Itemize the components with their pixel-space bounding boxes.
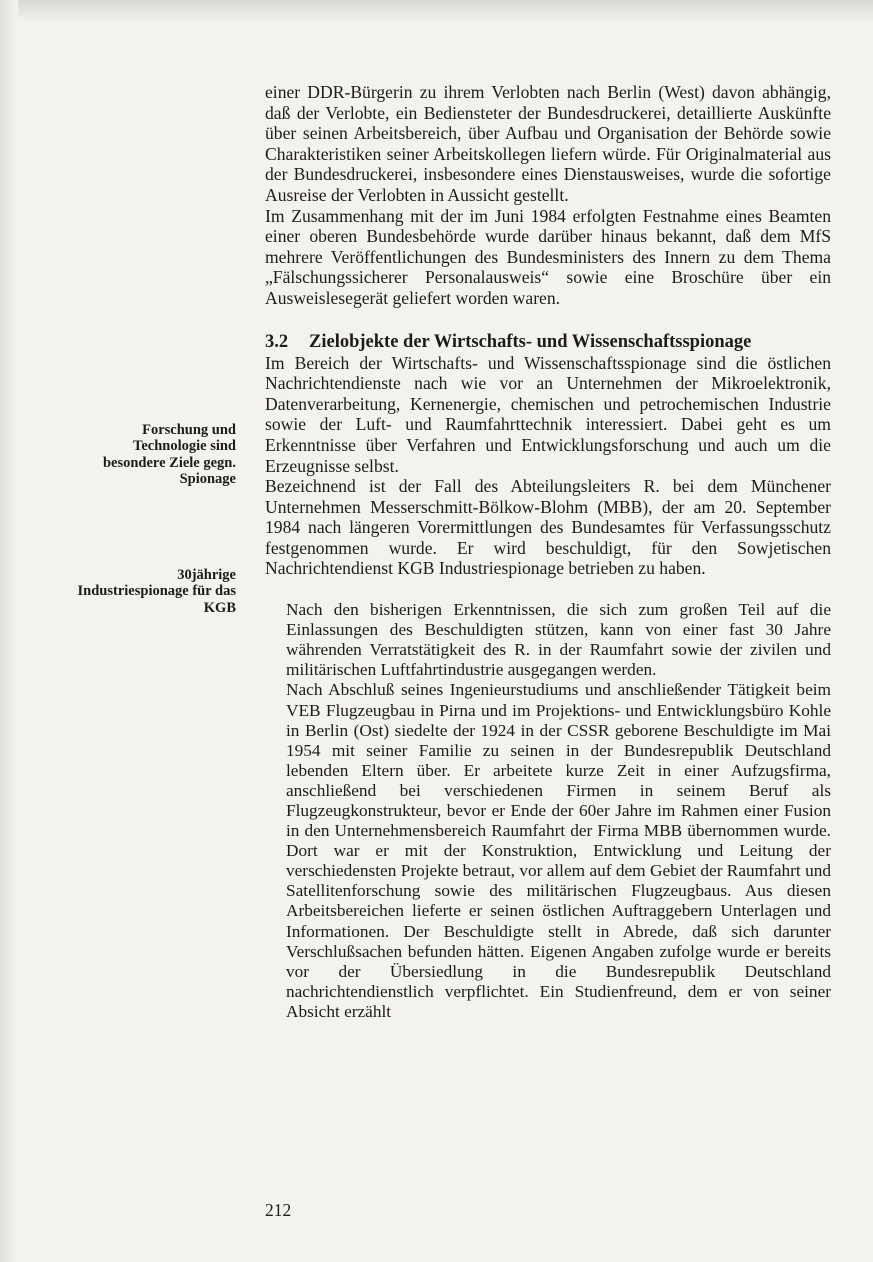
paragraph-mbb-case: Bezeichnend ist der Fall des Abteilungsleiters R. bei dem Münchener Unternehmen Messerschmitt-Bölkow-Blohm (MBB), der am 20. September 1984 nach längeren Vorermittlungen des Bundesamtes für Verfassungsschutz festgenommen wurde. Er wird beschuldigt, für den Sowjetischen Nachrichtendienst KGB Industriespionage betrieben zu haben.: [265, 476, 831, 579]
margin-note-research: Forschung und Technologie sind besondere Ziele gegn. Spionage: [102, 422, 236, 488]
paragraph-arrest-1984: Im Zusammenhang mit der im Juni 1984 erfolgten Festnahme eines Beamten einer oberen Bundesbehörde wurde darüber hinaus bekannt, daß dem MfS mehrere Veröffentlichungen des Bundesministers des Innern zu dem Thema „Fälschungssicherer Personalausweis“ sowie eine Broschüre über ein Ausweislesegerät geliefert worden waren.: [265, 205, 831, 308]
paragraph-continuation: einer DDR-Bürgerin zu ihrem Verlobten nach Berlin (West) davon abhängig, daß der Verlobte, ein Bediensteter der Bundesdruckerei, detaillierte Auskünfte über seinen Arbeitsbereich, über Aufbau und Organisation der Behörde sowie Charakteristiken seiner Arbeitskollegen liefern würde. Für Originalmaterial aus der Bundesdruckerei, insbesondere eines Dienstausweises, wurde die sofortige Ausreise der Verlobten in Aussicht gestellt.: [265, 82, 831, 205]
quote-findings: Nach den bisherigen Erkenntnissen, die sich zum großen Teil auf die Einlassungen des Beschuldigten stützen, kann von einer fast 30 Jahre währenden Verratstätigkeit des R. in der Raumfahrt sowie der zivilen und militärischen Luftfahrtindustrie ausgegangen werden.: [286, 600, 831, 680]
section-heading: [265, 331, 831, 353]
main-text-column: [265, 82, 831, 1022]
scan-edge-top: [0, 0, 873, 22]
section-number: 3.2: [265, 331, 289, 352]
scan-edge-left: [0, 0, 18, 1262]
page-number: 212: [265, 1200, 292, 1220]
paragraph-targets: Im Bereich der Wirtschafts- und Wissenschaftsspionage sind die östlichen Nachrichtendienste nach wie vor an Unternehmen der Mikroelektronik, Datenverarbeitung, Kernenergie, chemischen und petrochemischen Industrie sowie der Luft- und Raumfahrttechnik interessiert. Dabei geht es um Erkenntnisse über Verfahren und Entwicklungsforschung und auch um die Erzeugnisse selbst.: [265, 352, 831, 476]
quote-biography: Nach Abschluß seines Ingenieurstudiums und anschließender Tätigkeit beim VEB Flugzeugbau in Pirna und im Projektions- und Entwicklungsbüro Kohle in Berlin (Ost) siedelte der 1924 in der CSSR geborene Beschuldigte im Mai 1954 mit seiner Familie zu seinen in der Bundesrepublik Deutschland lebenden Eltern über. Er arbeitete kurze Zeit in einer Aufzugsfirma, anschließend bei verschiedenen Firmen in seinem Beruf als Flugzeugkonstrukteur, bevor er Ende der 60er Jahre im Rahmen einer Fusion in den Unternehmensbereich Raumfahrt der Firma MBB übernommen wurde. Dort war er mit der Konstruktion, Entwicklung und Leitung der verschiedensten Projekte betraut, vor allem auf dem Gebiet der Raumfahrt und Satellitenforschung sowie des militärischen Flugzeugbaus. Aus diesen Arbeitsbereichen lieferte er seinen östlichen Auftraggebern Unterlagen und Informationen. Der Beschuldigte stellt in Abrede, daß sich darunter Verschlußsachen befunden hätten. Eigenen Angaben zufolge wurde er bereits vor der Übersiedlung in die Bundesrepublik Deutschland nachrichtendienstlich verpflichtet. Ein Studienfreund, dem er von seiner Absicht erzählt: [286, 680, 831, 1021]
margin-note-kgb: 30jährige Industriespionage für das KGB: [77, 567, 236, 616]
section-title: Zielobjekte der Wirtschafts- und Wissenschaftsspionage: [309, 331, 752, 352]
